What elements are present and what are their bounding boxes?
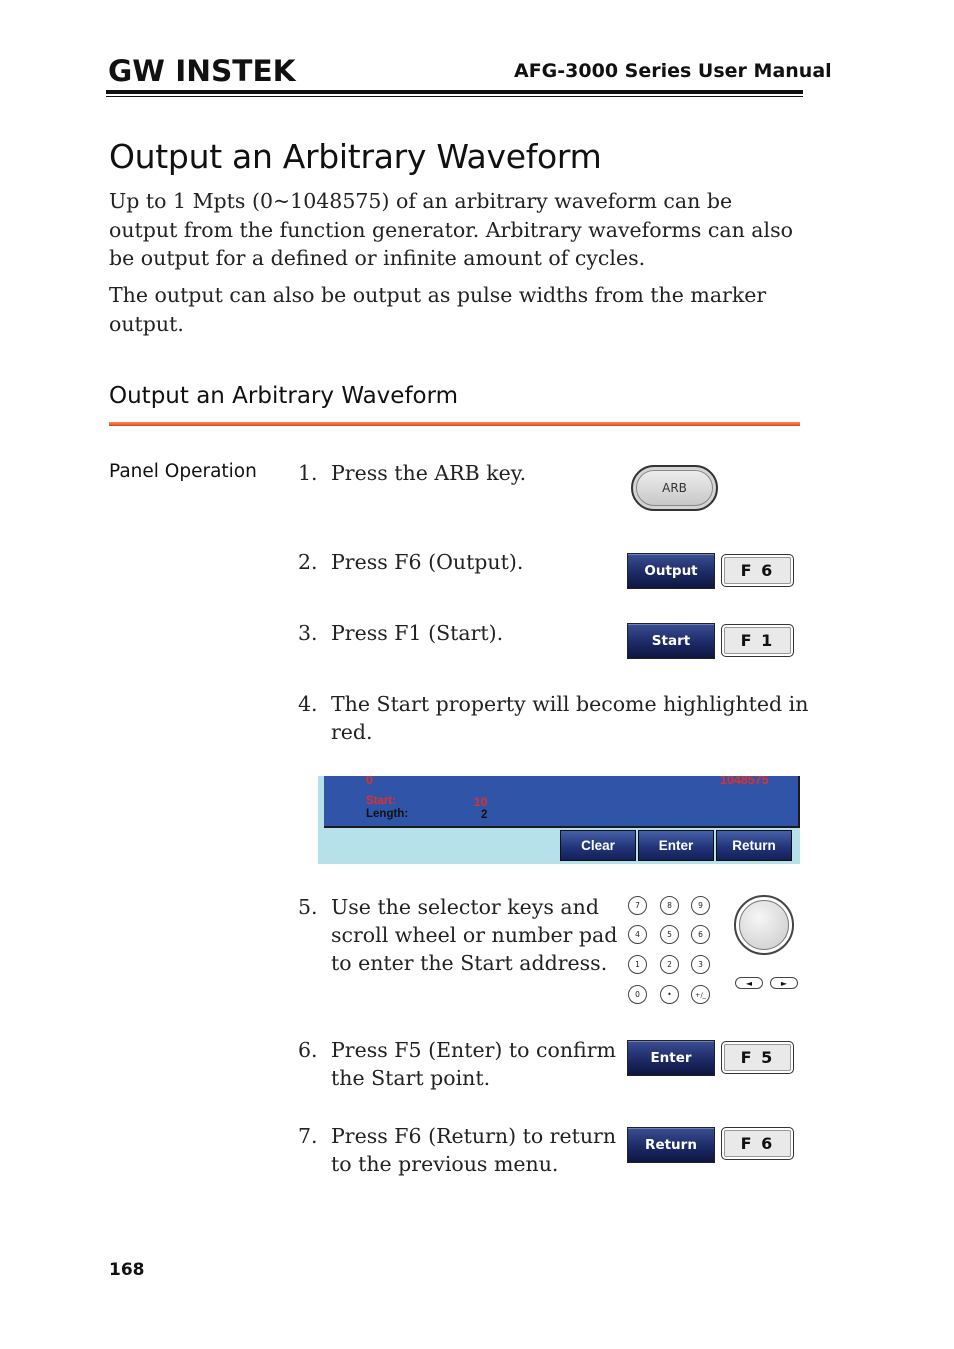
header-rule: [106, 90, 803, 94]
return-softkey[interactable]: Return: [627, 1127, 715, 1163]
display-screenshot: [318, 776, 800, 864]
num-key-8[interactable]: 8: [660, 896, 679, 915]
num-key-6[interactable]: 6: [691, 925, 710, 944]
display-panel: [324, 776, 800, 828]
step-7: [298, 1122, 618, 1182]
right-arrow-key[interactable]: ►: [770, 977, 798, 989]
page-number: 168: [109, 1260, 145, 1280]
step-6: [298, 1036, 618, 1096]
step-text: Press F6 (Output).: [331, 550, 524, 574]
f6-key[interactable]: F 6: [721, 1127, 794, 1160]
step-number: 6.: [298, 1038, 318, 1062]
start-softkey[interactable]: Start: [627, 623, 715, 659]
step-number: 1.: [298, 461, 318, 485]
arb-key[interactable]: [631, 465, 718, 511]
step-text-line1: Press F6 (Return) to return: [331, 1124, 617, 1148]
step-text-line3: to enter the Start address.: [331, 951, 608, 975]
enter-softkey[interactable]: Enter: [627, 1040, 715, 1076]
f6-key[interactable]: F 6: [721, 554, 794, 587]
step-text: Press F1 (Start).: [331, 621, 504, 645]
decimal-point-key[interactable]: •: [660, 985, 679, 1004]
step-text-line1: The Start property will become highlighted in: [331, 692, 809, 716]
step-text-line2: to the previous menu.: [331, 1152, 559, 1176]
step-number: 5.: [298, 895, 318, 919]
step-text-line2: the Start point.: [331, 1066, 491, 1090]
num-key-9[interactable]: 9: [691, 896, 710, 915]
num-key-1[interactable]: 1: [628, 955, 647, 974]
intro-paragraph-2: The output can also be output as pulse widths from the marker output.: [109, 283, 767, 336]
panel-operation-label: Panel Operation: [109, 461, 257, 482]
num-key-0[interactable]: 0: [628, 985, 647, 1004]
step-number: 2.: [298, 550, 318, 574]
plus-minus-key[interactable]: +/_: [691, 985, 710, 1004]
length-label: Length:: [366, 808, 409, 820]
step-text: Press the ARB key.: [331, 461, 527, 485]
left-arrow-key[interactable]: ◄: [735, 977, 763, 989]
start-label: Start:: [366, 795, 397, 807]
length-value: 2: [481, 809, 488, 821]
step-text-line1: Use the selector keys and: [331, 895, 599, 919]
gw-instek-logo: GW INSTEK: [108, 54, 296, 88]
manual-title: AFG-3000 Series User Manual: [514, 60, 832, 82]
step-text-line2: scroll wheel or number pad: [331, 923, 618, 947]
output-softkey[interactable]: Output: [627, 553, 715, 589]
num-key-4[interactable]: 4: [628, 925, 647, 944]
step-4: [298, 690, 809, 750]
section-rule: [109, 422, 800, 426]
intro-paragraph-1: Up to 1 Mpts (0~1048575) of an arbitrary waveform can be output from the function generator. Arbitrary waveforms can also be output for a defined or infinite amount of cycles.: [109, 189, 793, 270]
step-number: 3.: [298, 621, 318, 645]
step-text-line1: Press F5 (Enter) to confirm: [331, 1038, 616, 1062]
step-text-line2: red.: [331, 720, 373, 744]
step-5: [298, 893, 618, 983]
f1-key[interactable]: F 1: [721, 624, 794, 657]
page-title: Output an Arbitrary Waveform: [109, 137, 602, 176]
f5-key[interactable]: F 5: [721, 1041, 794, 1074]
num-key-2[interactable]: 2: [660, 955, 679, 974]
num-key-3[interactable]: 3: [691, 955, 710, 974]
range-min: 0: [366, 776, 373, 787]
num-key-5[interactable]: 5: [660, 925, 679, 944]
step-number: 4.: [298, 692, 318, 716]
header-rule-thin: [106, 96, 803, 97]
num-key-7[interactable]: 7: [628, 896, 647, 915]
return-button[interactable]: Return: [716, 830, 792, 861]
step-number: 7.: [298, 1124, 318, 1148]
enter-button[interactable]: Enter: [638, 830, 714, 861]
arb-key-label: ARB: [636, 470, 713, 506]
start-value: 10: [474, 795, 488, 809]
section-title: Output an Arbitrary Waveform: [109, 383, 459, 409]
clear-button[interactable]: Clear: [560, 830, 636, 861]
range-max: 1048575: [720, 776, 769, 787]
scroll-wheel[interactable]: [734, 895, 794, 955]
scroll-wheel-knob: [739, 900, 789, 950]
